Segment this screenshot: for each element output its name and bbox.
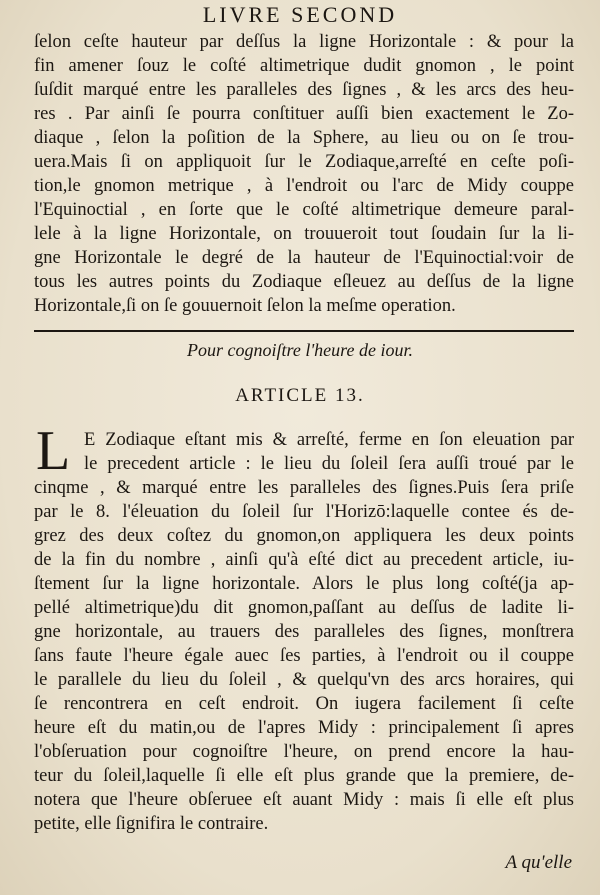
text-line: fin amener ſouz le coſté altimetrique dudit gnomon , le point xyxy=(34,56,574,76)
text-line: gne horizontale, au trauers des paralleles des ſignes, monſtrera xyxy=(34,622,574,642)
text-line: tous les autres points du Zodiaque eſleuez au deſſus de la ligne xyxy=(34,272,574,292)
text-line: Horizontale,ſi on ſe gouuernoit ſelon la meſme operation. xyxy=(34,296,456,316)
section-rule xyxy=(34,330,574,332)
text-line: l'obſeruation pour cognoiſtre l'heure, on prend encore la hau- xyxy=(34,742,574,762)
text-line: uera.Mais ſi on appliquoit ſur le Zodiaque,arreſté en ceſte poſi- xyxy=(34,152,574,172)
text-line: tion,le gnomon metrique , à l'endroit ou l'arc de Midy couppe xyxy=(34,176,574,196)
running-head: LIVRE SECOND xyxy=(202,2,398,27)
article-heading: ARTICLE 13. xyxy=(235,385,365,406)
text-line: diaque , ſelon la poſition de la Sphere, au lieu ou on ſe trou- xyxy=(34,128,574,148)
text-line: ſans faute l'heure égale auec ſes parties, à l'endroit ou il couppe xyxy=(34,646,574,666)
text-line: pellé altimetrique)du dit gnomon,paſſant au deſſus de ladite li- xyxy=(34,598,574,618)
section-title: Pour cognoiſtre l'heure de iour. xyxy=(187,340,413,360)
catchword: A qu'elle xyxy=(505,852,572,873)
text-line: le parallele du lieu du ſoleil , & quelqu'vn des arcs horaires, qui xyxy=(34,670,574,690)
text-line: gne Horizontale le degré de la hauteur de l'Equinoctial:voir de xyxy=(34,248,574,268)
text-line: cinqme , & marqué entre les paralleles des ſignes.Puis ſera priſe xyxy=(34,478,574,498)
text-line: ſtement ſur la ligne horizontale. Alors le plus long coſté(ja ap- xyxy=(34,574,574,594)
text-line: ſelon ceſte hauteur par deſſus la ligne Horizontale : & pour la xyxy=(34,32,574,52)
text-line: par le 8. l'éleuation du ſoleil ſur l'Horizō:laquelle contee és de- xyxy=(34,502,574,522)
text-line: de la fin du nombre , ainſi qu'à eſté dict au precedent article, iu- xyxy=(34,550,574,570)
text-line: le precedent article : le lieu du ſoleil ſera auſſi troué par le xyxy=(84,454,574,474)
text-line: ſuſdit marqué entre les paralleles des ſignes , & les arcs des heu- xyxy=(34,80,574,100)
text-line: teur du ſoleil,laquelle ſi elle eſt plus grande que la premiere, de- xyxy=(34,766,574,786)
text-line: res . Par ainſi ſe pourra conſtituer auſſi bien exactement le Zo- xyxy=(34,104,574,124)
text-line: lele à la ligne Horizontale, on trouueroit tout ſoudain ſur la li- xyxy=(34,224,574,244)
text-line: notera que l'heure obſeruee eſt auant Midy : mais ſi elle eſt plus xyxy=(34,790,574,810)
text-line: ſe rencontrera en ceſt endroit. On iugera facilement ſi ceſte xyxy=(34,694,574,714)
text-line: grez des deux coſtez du gnomon,on appliquera les deux points xyxy=(34,526,574,546)
text-line: petite, elle ſignifira le contraire. xyxy=(34,814,269,834)
text-line: l'Equinoctial , en ſorte que le coſté altimetrique demeure paral- xyxy=(34,200,574,220)
text-line: E Zodiaque eſtant mis & arreſté, ferme en ſon eleuation par xyxy=(84,430,574,450)
drop-cap: L xyxy=(36,420,71,482)
text-line: heure eſt du matin,ou de l'apres Midy : principalement ſi apres xyxy=(34,718,574,738)
